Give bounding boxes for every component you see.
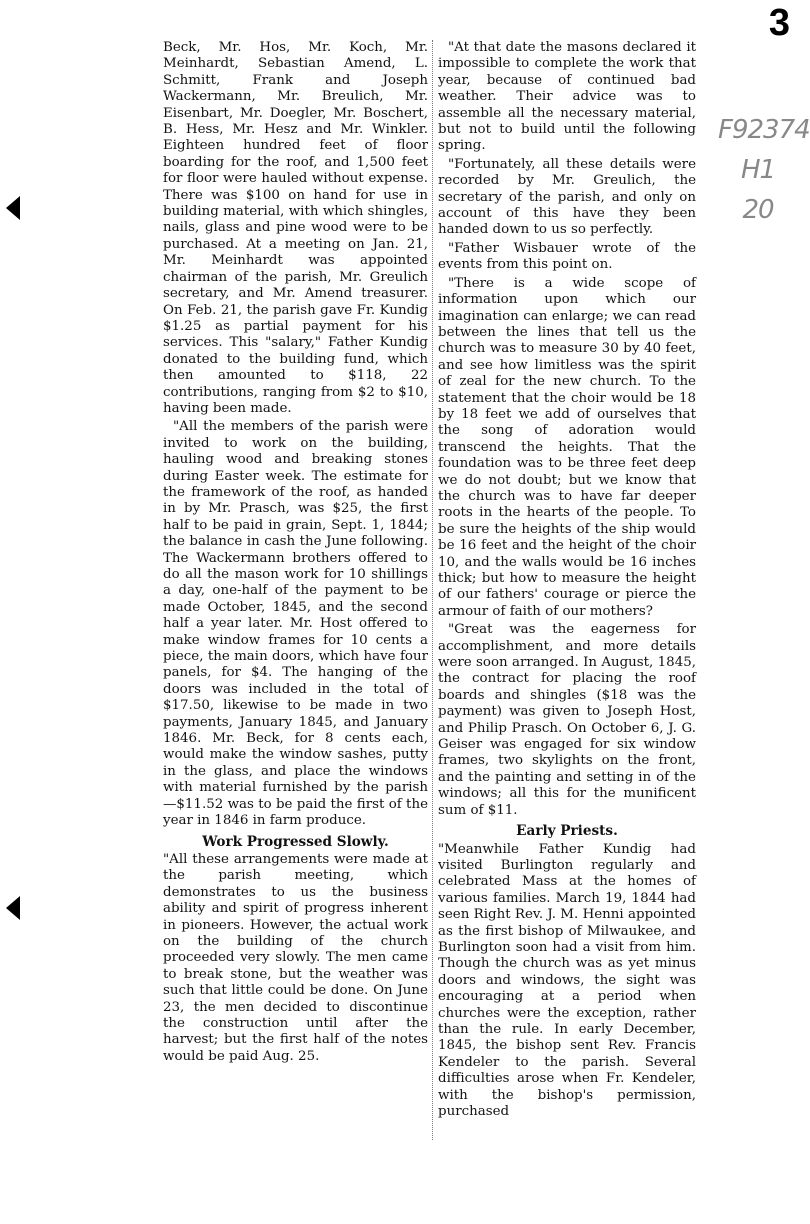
paragraph: "At that date the masons declared it impossible to complete the work that year, because of continued bad weather. Their advice was to assemble all the necessary material, but not to build until the following spring. bbox=[438, 40, 696, 154]
paragraph: "Great was the eagerness for accomplishment, and more details were soon arranged. In August, 1845, the contract for placing the roof boards and shingles ($18 was the payment) was given to Joseph Host, and Philip Prasch. On October 6, J. G. Geiser was engaged for six window frames, two skylights on the front, and the painting and setting in of the windows; all this for the munificent sum of $11. bbox=[438, 622, 696, 818]
column-divider bbox=[432, 40, 433, 1140]
section-heading: Work Progressed Slowly. bbox=[202, 833, 389, 850]
paragraph: "Fortunately, all these details were recorded by Mr. Greulich, the secretary of the parish, and only on account of this have they been handed down to us so perfectly. bbox=[438, 156, 696, 238]
paragraph: "Father Wisbauer wrote of the events from this point on. bbox=[438, 240, 696, 273]
section-heading: Early Priests. bbox=[516, 823, 618, 840]
article-column-2 bbox=[438, 40, 696, 1122]
paragraph: Beck, Mr. Hos, Mr. Koch, Mr. Meinhardt, Sebastian Amend, L. Schmitt, Frank and Joseph Wackermann, Mr. Breulich, Mr. Eisenbart, Mr. Doegler, Mr. Boschert, B. Hess, Mr. Hesz and Mr. Winkler. Eighteen hundred feet of floor boarding for the roof, and 1,500 feet for floor were hauled without expense. There was $100 on hand for use in building material, with which shingles, nails, glass and pine wood were to be purchased. At a meeting on Jan. 21, Mr. Meinhardt was appointed chairman of the parish, Mr. Greulich secretary, and Mr. Amend treasurer. On Feb. 21, the parish gave Fr. Kundig $1.25 as partial payment for his services. This "salary," Father Kundig donated to the building fund, which then amounted to $118, 22 contributions, ranging from $2 to $10, having been made. bbox=[163, 40, 428, 416]
paragraph: "There is a wide scope of information upon which our imagination can enlarge; we can read between the lines that tell us the church was to measure 30 by 40 feet, and see how limitless was the spirit of zeal for the new church. To the statement that the choir would be 18 by 18 feet we add of ourselves that the song of adoration would transcend the heights. That the foundation was to be three feet deep we do not doubt; but we know that the church was to have far deeper roots in the hearts of the people. To be sure the heights of the ship would be 16 feet and the height of the choir 10, and the walls would be 16 inches thick; but how to measure the height of our fathers' courage or pierce the armour of faith of our mothers? bbox=[438, 275, 696, 619]
paragraph: "All these arrangements were made at the parish meeting, which demonstrates to us the business ability and spirit of progress inherent in pioneers. However, the actual work on the building of the church proceeded very slowly. The men came to break stone, but the weather was such that little could be done. On June 23, the men decided to discontinue the construction until after the harvest; but the first half of the notes would be paid Aug. 25. bbox=[163, 851, 428, 1064]
paragraph: "All the members of the parish were invited to work on the building, hauling wood and breaking stones during Easter week. The estimate for the framework of the roof, as handed in by Mr. Prasch, was $25, the first half to be paid in grain, Sept. 1, 1844; the balance in cash the June following. The Wackermann brothers offered to do all the mason work for 10 shillings a day, one-half of the payment to be made October, 1845, and the second half a year later. Mr. Host offered to make window frames for 10 cents a piece, the main doors, which have four panels, for $4. The hanging of the doors was included in the total of $17.50, likewise to be made in two payments, January 1845, and January 1846. Mr. Beck, for 8 cents each, would make the window sashes, putty in the glass, and place the windows with material furnished by the parish—$11.52 was to be paid the first of the year in 1846 in farm produce. bbox=[163, 419, 428, 829]
page-number: 3 bbox=[768, 2, 790, 44]
handwritten-margin-note bbox=[718, 110, 810, 230]
margin-note-line: F92374 bbox=[718, 115, 810, 145]
margin-note-line: 20 bbox=[742, 195, 774, 225]
article-column-1 bbox=[163, 40, 428, 1067]
binding-hole-marker-bottom bbox=[6, 896, 20, 920]
margin-note-line: H1 bbox=[740, 155, 776, 185]
paragraph: "Meanwhile Father Kundig had visited Burlington regularly and celebrated Mass at the homes of various families. March 19, 1844 had seen Right Rev. J. M. Henni appointed as the first bishop of Milwaukee, and Burlington soon had a visit from him. Though the church was as yet minus doors and windows, the sight was encouraging at a period when churches were the exception, rather than the rule. In early December, 1845, the bishop sent Rev. Francis Kendeler to the parish. Several difficulties arose when Fr. Kendeler, with the bishop's permission, purchased bbox=[438, 841, 696, 1119]
binding-hole-marker-top bbox=[6, 196, 20, 220]
